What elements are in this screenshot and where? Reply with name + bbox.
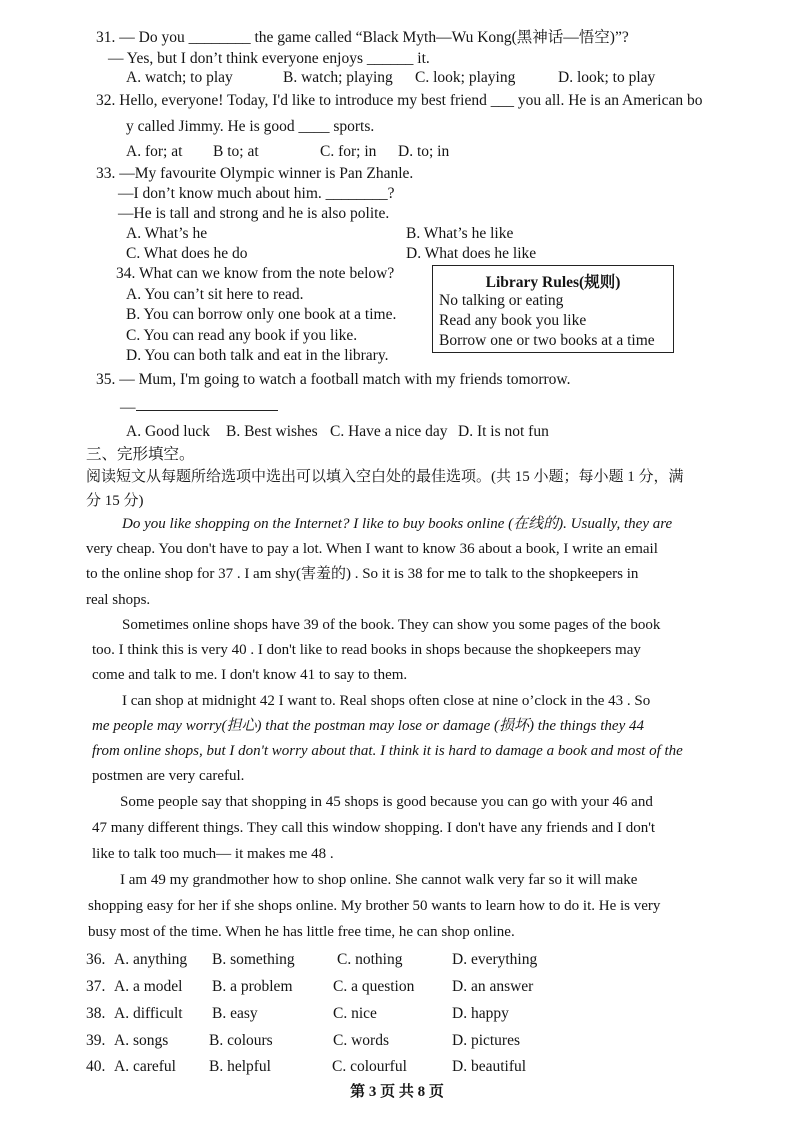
q33-option-c: C. What does he do — [126, 245, 248, 262]
passage-line: real shops. — [86, 592, 151, 608]
option-a: A. careful — [114, 1058, 176, 1075]
option-number: 40. — [86, 1058, 106, 1075]
q32-line2: y called Jimmy. He is good ____ sports. — [126, 118, 375, 135]
library-rules-box — [432, 265, 674, 353]
q31-option-b: B. watch; playing — [283, 69, 393, 86]
q35-option-c: C. Have a nice day — [330, 423, 448, 440]
q35-option-b: B. Best wishes — [226, 423, 318, 440]
passage-line: too. I think this is very 40 . I don't like to read books in shops because the shopkeepers may — [92, 642, 641, 658]
option-b: B. helpful — [209, 1058, 271, 1075]
passage-line: I can shop at midnight 42 I want to. Real shops often close at nine o’clock in the 43 . So — [122, 693, 651, 709]
q34-option-c: C. You can read any book if you like. — [126, 327, 358, 344]
library-rules-title: Library Rules(规则) — [485, 274, 621, 291]
option-number: 38. — [86, 1005, 106, 1022]
q31-line2: — Yes, but I don’t think everyone enjoys ______ it. — [108, 50, 430, 67]
option-number: 36. — [86, 951, 106, 968]
option-c: C. nice — [333, 1005, 377, 1022]
passage-line: shopping easy for her if she shops online. My brother 50 wants to learn how to do it. He is very — [88, 898, 661, 914]
option-c: C. nothing — [337, 951, 403, 968]
option-d: D. an answer — [452, 978, 534, 995]
option-b: B. colours — [209, 1032, 273, 1049]
passage-line: to the online shop for 37 . I am shy(害羞的) . So it is 38 for me to talk to the shopkeepers in — [86, 566, 639, 582]
q35-answer-blank — [136, 410, 278, 411]
passage-line: me people may worry(担心) that the postman may lose or damage (损坏) the things they 44 — [92, 718, 644, 734]
passage-line: very cheap. You don't have to pay a lot. When I want to know 36 about a book, I write an email — [86, 541, 658, 557]
section-instructions-2: 分 15 分) — [86, 493, 144, 509]
q31-option-d: D. look; to play — [558, 69, 656, 86]
passage-line: Do you like shopping on the Internet? I like to buy books online (在线的). Usually, they are — [122, 516, 673, 532]
q31-line1: 31. — Do you ________ the game called “Black Myth—Wu Kong(黑神话—悟空)”? — [96, 29, 629, 46]
q33-line3: —He is tall and strong and he is also polite. — [118, 205, 390, 222]
q32-option-b: B to; at — [213, 143, 259, 160]
q35-stem: 35. — Mum, I'm going to watch a football match with my friends tomorrow. — [96, 371, 571, 388]
option-d: D. beautiful — [452, 1058, 527, 1075]
q31-option-c: C. look; playing — [415, 69, 516, 86]
option-b: B. easy — [212, 1005, 258, 1022]
option-b: B. something — [212, 951, 295, 968]
q34-stem: 34. What can we know from the note below? — [116, 265, 395, 282]
passage-line: I am 49 my grandmother how to shop online. She cannot walk very far so it will make — [120, 872, 638, 888]
q33-option-a: A. What’s he — [126, 225, 208, 242]
library-rule: Borrow one or two books at a time — [439, 332, 655, 349]
option-a: A. songs — [114, 1032, 169, 1049]
option-d: D. everything — [452, 951, 538, 968]
q32-option-d: D. to; in — [398, 143, 450, 160]
option-d: D. pictures — [452, 1032, 521, 1049]
q35-option-d: D. It is not fun — [458, 423, 549, 440]
passage-line: like to talk too much— it makes me 48 . — [92, 846, 334, 862]
option-number: 37. — [86, 978, 106, 995]
option-a: A. difficult — [114, 1005, 183, 1022]
option-d: D. happy — [452, 1005, 509, 1022]
option-number: 39. — [86, 1032, 106, 1049]
library-rule: Read any book you like — [439, 312, 587, 329]
option-c: C. a question — [333, 978, 415, 995]
passage-line: Sometimes online shops have 39 of the book. They can show you some pages of the book — [122, 617, 661, 633]
q33-option-b: B. What’s he like — [406, 225, 514, 242]
q34-option-d: D. You can both talk and eat in the library. — [126, 347, 389, 364]
passage-line: postmen are very careful. — [92, 768, 245, 784]
q34-option-a: A. You can’t sit here to read. — [126, 286, 304, 303]
passage-line: 47 many different things. They call this window shopping. I don't have any friends and I don't — [92, 820, 656, 836]
q33-option-d: D. What does he like — [406, 245, 537, 262]
passage-line: Some people say that shopping in 45 shops is good because you can go with your 46 and — [120, 794, 653, 810]
q33-line1: 33. —My favourite Olympic winner is Pan Zhanle. — [96, 165, 414, 182]
q32-line1: 32. Hello, everyone! Today, I'd like to introduce my best friend ___ you all. He is an American bo — [96, 92, 703, 109]
section-instructions-1: 阅读短文从每题所给选项中选出可以填入空白处的最佳选项。(共 15 小题；每小题 1 分，满 — [86, 469, 684, 485]
option-c: C. words — [333, 1032, 389, 1049]
page-footer: 第 3 页 共 8 页 — [350, 1084, 444, 1100]
q32-option-a: A. for; at — [126, 143, 183, 160]
passage-line: from online shops, but I don't worry about that. I think it is hard to damage a book and most of the — [92, 743, 683, 759]
section-heading: 三、完形填空。 — [86, 446, 195, 463]
option-a: A. anything — [114, 951, 188, 968]
q35-dash: — — [120, 399, 136, 416]
passage-line: busy most of the time. When he has little free time, he can shop online. — [88, 924, 515, 940]
q34-option-b: B. You can borrow only one book at a time. — [126, 306, 397, 323]
option-c: C. colourful — [332, 1058, 407, 1075]
library-rule: No talking or eating — [439, 292, 564, 309]
option-a: A. a model — [114, 978, 183, 995]
q35-option-a: A. Good luck — [126, 423, 210, 440]
passage-line: come and talk to me. I don't know 41 to say to them. — [92, 667, 408, 683]
q31-option-a: A. watch; to play — [126, 69, 233, 86]
q32-option-c: C. for; in — [320, 143, 377, 160]
q33-line2: —I don’t know much about him. ________? — [118, 185, 395, 202]
option-b: B. a problem — [212, 978, 293, 995]
